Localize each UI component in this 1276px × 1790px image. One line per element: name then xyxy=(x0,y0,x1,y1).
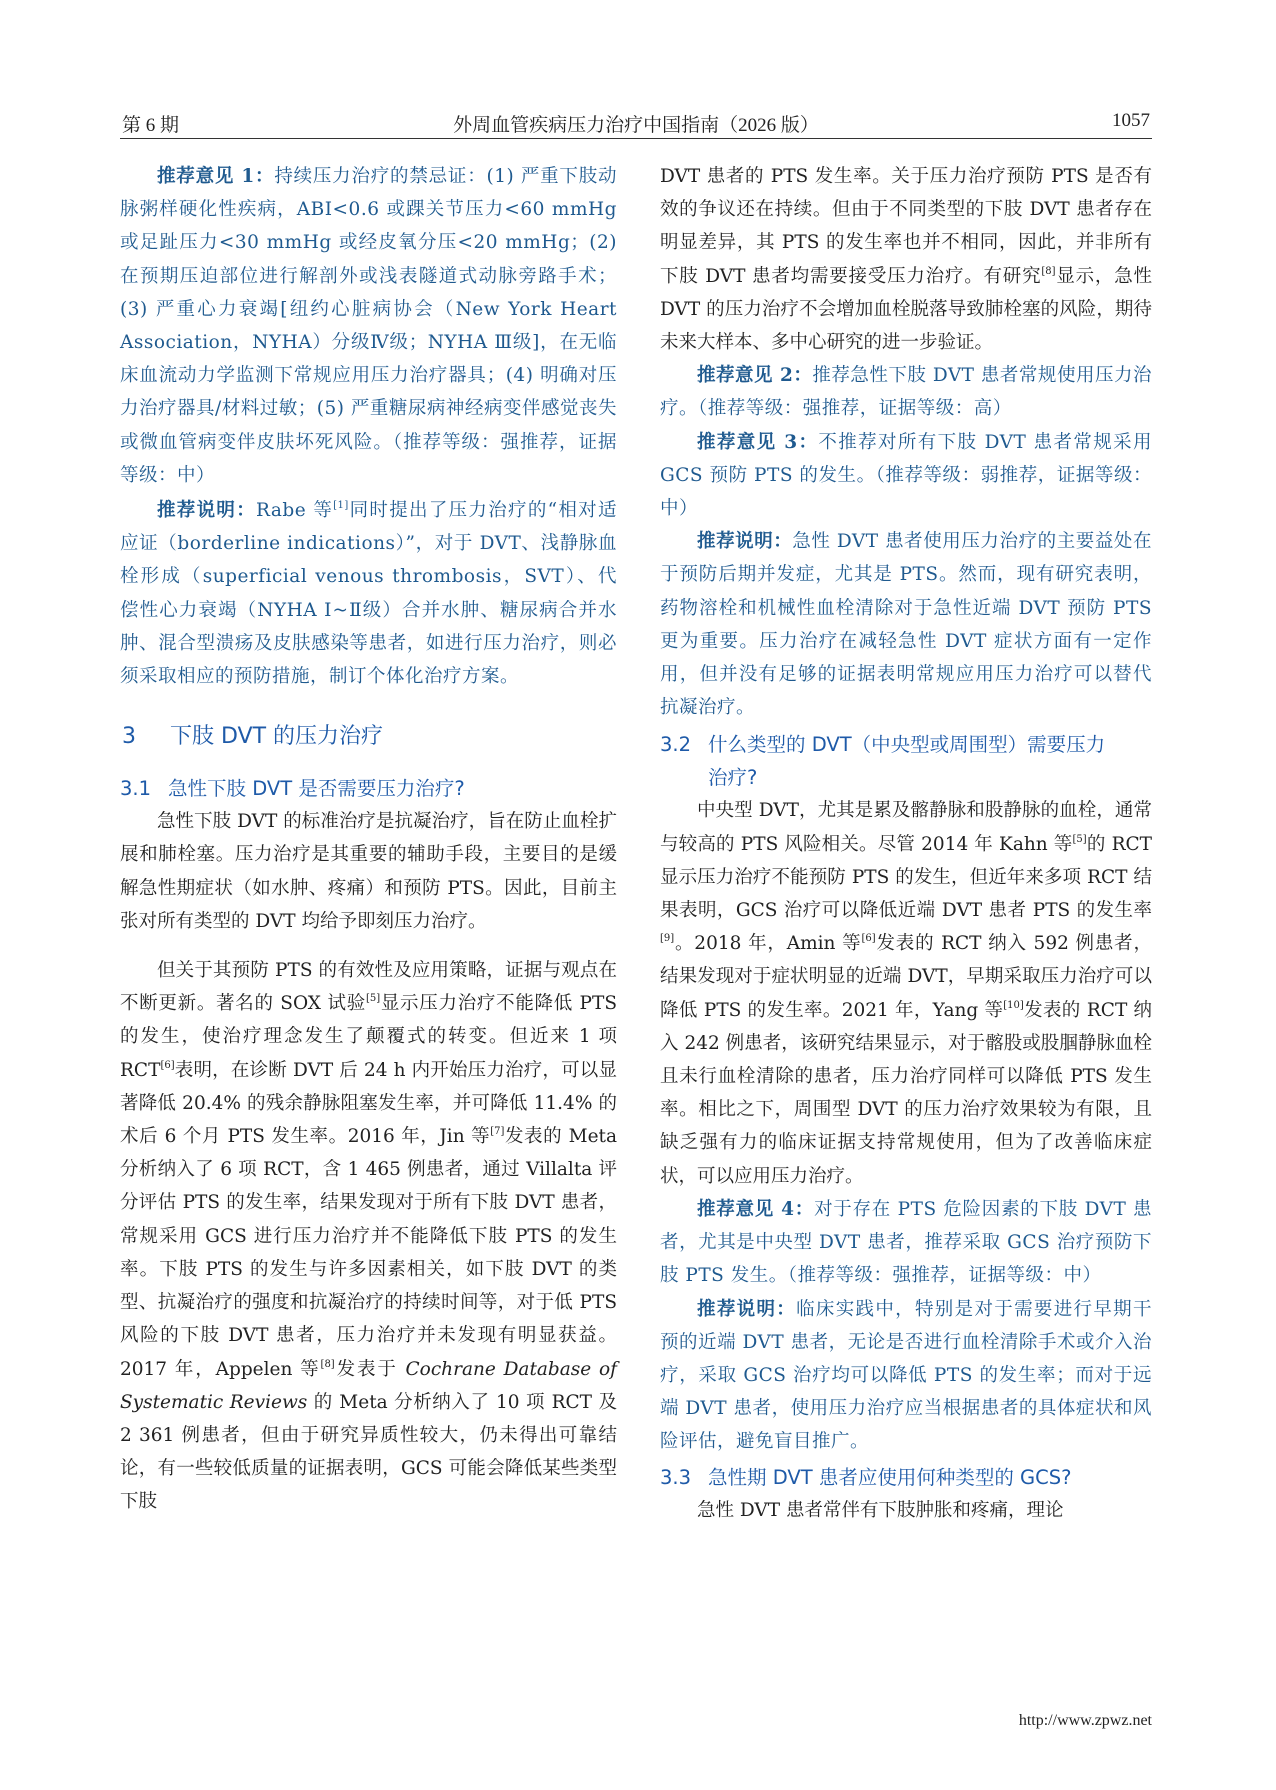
footer-url: http://www.zpwz.net xyxy=(1018,1712,1152,1729)
text: 但关于其预防 PTS 的有效性及应用策略，证据与观点在不断更新。著名的 SOX 试验 xyxy=(120,960,617,1015)
recommendation-text: 持续压力治疗的禁忌证：(1) 严重下肢动脉粥样硬化性疾病，ABI<0.6 或踝关节压力<60 mmHg 或足趾压力<30 mmHg 或经皮氧分压<20 mmHg；(2) 在预期压迫部位进行解剖外或浅表隧道式动脉旁路手术；(3) 严重心力衰竭[纽约心脏病协会（New York Heart Association，NYHA）分级Ⅳ级；NYHA Ⅲ级]，在无临床血流动力学监测下常规应用压力治疗器具；(4) 明确对压力治疗器具/材料过敏；(5) 严重糖尿病神经病变伴感觉丧失或微血管病变伴皮肤坏死风险。（推荐等级：强推荐，证据等级：中） xyxy=(120,166,617,486)
section-number: 3.2 xyxy=(660,733,692,757)
recommendation-label: 推荐意见 3： xyxy=(697,431,819,453)
note-text: Rabe 等 xyxy=(256,500,334,522)
recommendation-1 xyxy=(120,160,617,492)
recommendation-label: 推荐意见 2： xyxy=(697,365,813,387)
subsection-heading-3-1 xyxy=(120,772,617,805)
text: 。2018 年，Amin 等 xyxy=(674,933,862,955)
section-title: 急性下肢 DVT 是否需要压力治疗? xyxy=(168,777,465,801)
left-column xyxy=(120,160,617,1519)
section-title: 下肢 DVT 的压力治疗 xyxy=(170,724,384,750)
note-label: 推荐说明： xyxy=(157,500,256,522)
recommendation-label: 推荐意见 1： xyxy=(157,166,275,187)
text: 发表的 Meta 分析纳入了 6 项 RCT，含 1 465 例患者，通过 Villalta 评分评估 PTS 的发生率，结果发现对于所有下肢 DVT 患者，常规采用 GCS 进行压力治疗并不能降低下肢 PTS 的发生率。下肢 PTS 的发生与许多因素相关，如下肢 DVT 的类型、抗凝治疗的强度和抗凝治疗的持续时间等，对于低 PTS 风险的下肢 DVT 患者，压力治疗并未发现有明显获益。2017 年，Appelen 等 xyxy=(120,1126,617,1380)
recommendation-label: 推荐意见 4： xyxy=(697,1198,815,1220)
paragraph xyxy=(660,160,1152,359)
citation: [6] xyxy=(160,1059,175,1071)
text: DVT 患者的 PTS 发生率。关于压力治疗预防 PTS 是否有效的争议还在持续。但由于不同类型的下肢 DVT 患者存在明显差异，其 PTS 的发生率也并不相同，因此，并非所有下肢 DVT 患者均需要接受压力治疗。有研究 xyxy=(660,166,1152,287)
citation: [7] xyxy=(490,1126,505,1138)
subsection-heading-3-3 xyxy=(660,1461,1152,1494)
citation: [10] xyxy=(1003,999,1024,1011)
recommendation-4 xyxy=(660,1193,1152,1293)
section-number: 3 xyxy=(122,724,136,750)
section-number: 3.3 xyxy=(660,1465,692,1489)
note-label: 推荐说明： xyxy=(697,531,793,553)
journal-name: Cochrane Database of Systematic Reviews xyxy=(120,1358,617,1413)
note-text: 临床实践中，特别是对于需要进行早期干预的近端 DVT 患者，无论是否进行血栓清除手术或介入治疗，采取 GCS 治疗均可以降低 PTS 的发生率；而对于远端 DVT 患者，使用压力治疗应当根据患者的具体症状和风险评估，避免盲目推广。 xyxy=(660,1298,1152,1453)
journal-running-title: 外周血管疾病压力治疗中国指南（2026 版） xyxy=(453,115,819,136)
citation: [6] xyxy=(861,933,876,945)
text: 中央型 DVT，尤其是累及髂静脉和股静脉的血栓，通常与较高的 PTS 风险相关。尽管 2014 年 Kahn 等 xyxy=(660,800,1152,855)
right-column xyxy=(660,160,1152,1527)
recommendation-note-1 xyxy=(120,494,617,693)
page-number: 1057 xyxy=(1112,110,1150,131)
paragraph: 急性下肢 DVT 的标准治疗是抗凝治疗，旨在防止血栓扩展和肺栓塞。压力治疗是其重要的辅助手段，主要目的是缓解急性期症状（如水肿、疼痛）和预防 PTS。因此，目前主张对所有类型的 DVT 均给予即刻压力治疗。 xyxy=(120,811,617,932)
recommendation-text: 对于存在 PTS 危险因素的下肢 DVT 患者，尤其是中央型 DVT 患者，推荐采取 GCS 治疗预防下肢 PTS 发生。（推荐等级：强推荐，证据等级：中） xyxy=(660,1198,1152,1287)
citation: [9] xyxy=(660,933,675,945)
section-number: 3.1 xyxy=(120,777,152,801)
text: 发表的 RCT 纳入 242 例患者，该研究结果显示，对于髂股或股腘静脉血栓且未行血栓清除的患者，压力治疗同样可以降低 PTS 发生率。相比之下，周围型 DVT 的压力治疗效果较为有限，且缺乏强有力的临床证据支持常规使用，但为了改善临床症状，可以应用压力治疗。 xyxy=(660,999,1152,1187)
text: 显示，急性 DVT 的压力治疗不会增加血栓脱落导致肺栓塞的风险，期待未来大样本、多中心研究的进一步验证。 xyxy=(660,265,1152,354)
citation: [8] xyxy=(1041,265,1056,277)
citation: [8] xyxy=(320,1358,335,1370)
section-title: 什么类型的 DVT（中央型或周围型）需要压力 xyxy=(708,733,1106,757)
running-header xyxy=(120,104,1152,139)
text: 发表的 RCT 纳入 592 例患者，结果发现对于症状明显的近端 DVT，早期采取压力治疗可以降低 PTS 的发生率。2021 年，Yang 等 xyxy=(660,933,1153,1021)
issue-number: 第 6 期 xyxy=(122,115,180,136)
section-title-continued: 治疗? xyxy=(708,766,758,790)
citation: [1] xyxy=(333,500,349,512)
paragraph xyxy=(120,954,617,1518)
recommendation-note-4 xyxy=(660,1293,1152,1459)
paragraph: 急性 DVT 患者常伴有下肢肿胀和疼痛，理论 xyxy=(697,1499,1064,1521)
citation: [5] xyxy=(1072,833,1087,845)
text: 表明，在诊断 DVT 后 24 h 内开始压力治疗，可以显著降低 20.4% 的残余静脉阻塞发生率，并可降低 11.4% 的术后 6 个月 PTS 发生率。2016 年，Jin 等 xyxy=(120,1059,617,1148)
paragraph xyxy=(660,794,1152,1192)
recommendation-2 xyxy=(660,359,1152,425)
text: 的 RCT 显示压力治疗不能预防 PTS 的发生，但近年来多项 RCT 结果表明，GCS 治疗可以降低近端 DVT 患者 PTS 的发生率 xyxy=(660,833,1152,922)
recommendation-3 xyxy=(660,426,1152,526)
recommendation-text: 推荐急性下肢 DVT 患者常规使用压力治疗。（推荐等级：强推荐，证据等级：高） xyxy=(660,365,1152,420)
subsection-heading-3-2 xyxy=(660,728,1152,794)
recommendation-note-3 xyxy=(660,525,1152,724)
note-text: 同时提出了压力治疗的“相对适应证（borderline indications）”，对于 DVT、浅静脉血栓形成（superficial venous thrombosis，SVT）、代偿性心力衰竭（NYHA Ⅰ~Ⅱ级）合并水肿、糖尿病合并水肿、混合型溃疡及皮肤感染等患者，如进行压力治疗，则必须采取相应的预防措施，制订个体化治疗方案。 xyxy=(120,500,617,688)
section-title: 急性期 DVT 患者应使用何种类型的 GCS? xyxy=(708,1465,1072,1489)
text: 显示压力治疗不能降低 PTS 的发生，使治疗理念发生了颠覆式的转变。但近来 1 项 RCT xyxy=(120,993,617,1081)
note-text: 急性 DVT 患者使用压力治疗的主要益处在于预防后期并发症，尤其是 PTS。然而，现有研究表明，药物溶栓和机械性血栓清除对于急性近端 DVT 预防 PTS 更为重要。压力治疗在减轻急性 DVT 症状方面有一定作用，但并没有足够的证据表明常规应用压力治疗可以替代抗凝治疗。 xyxy=(660,531,1152,719)
note-label: 推荐说明： xyxy=(697,1298,797,1320)
text: 发表于 xyxy=(334,1358,406,1380)
recommendation-text: 不推荐对所有下肢 DVT 患者常规采用 GCS 预防 PTS 的发生。（推荐等级：弱推荐，证据等级：中） xyxy=(660,431,1152,520)
citation: [5] xyxy=(365,993,381,1005)
text: 的 Meta 分析纳入了 10 项 RCT 及 2 361 例患者，但由于研究异质性较大，仍未得出可靠结论，有一些较低质量的证据表明，GCS 可能会降低某些类型下肢 xyxy=(120,1391,617,1513)
section-heading-3 xyxy=(122,719,617,750)
